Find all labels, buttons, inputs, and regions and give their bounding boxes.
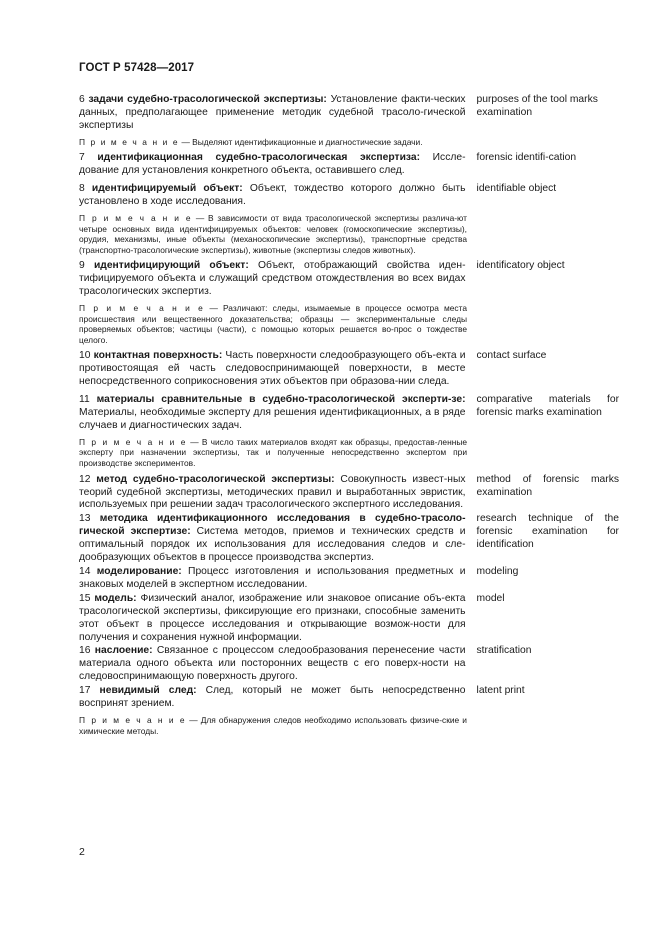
note: П р и м е ч а н и е — В зависимости от вида трасологической экспертизы различа-ют четыре основных вида идентифицируемых объектов: человек (гомоскопические экспертизы), орудия, механизмы, иные объекты (механоскопические экспертизы), транспортные средства (транспортно-трасологические экспертизы), животные (экспертизы следов животных).	[79, 212, 467, 255]
terms-list	[79, 94, 619, 738]
term-entry-16	[79, 645, 619, 684]
term-definition: 14 моделирование: Процесс изготовления и использования предметных и знаковых моделей в экспертном исследовании.	[79, 565, 466, 590]
note: П р и м е ч а н и е — Выделяют идентификационные и диагностические задачи.	[79, 136, 423, 147]
term-entry-6	[79, 94, 619, 133]
english-equivalent: purposes of the tool marks examination	[476, 94, 598, 118]
term-entry-13	[79, 513, 619, 565]
term-entry-7	[79, 152, 619, 178]
term-entry-11	[79, 394, 619, 433]
term-name: задачи судебно-трасологической экспертизы:	[88, 94, 327, 105]
term-name: моделирование:	[96, 565, 182, 577]
english-equivalent: method of forensic marks examination	[476, 473, 619, 498]
term-name: методика идентификационного исследования в судебно-трасоло-гической экспертизе:	[79, 513, 466, 538]
term-name: материалы сравнительные в судебно-трасологической эксперти-зе:	[96, 394, 466, 406]
term-entry-12	[79, 474, 619, 513]
note: П р и м е ч а н и е — В число таких материалов входят как образцы, предостав-ленные эксперту при назначении экспертизы, так и полученные непосредственно экспертом при производстве экспериментов.	[79, 436, 467, 469]
term-definition: 8 идентифицируемый объект: Объект, тождество которого должно быть установлено в ходе исследования.	[79, 183, 466, 208]
term-name: модель:	[94, 592, 137, 604]
term-name: наслоение:	[94, 645, 153, 657]
standard-header: ГОСТ Р 57428—2017	[79, 62, 195, 74]
term-definition: 7 идентификационная судебно-трасологическая экспертиза: Иссле-дование для установления конкретного объекта, оставившего след.	[79, 152, 466, 177]
term-name: метод судебно-трасологической экспертизы:	[96, 473, 335, 485]
english-equivalent: stratification	[476, 645, 532, 657]
english-equivalent: modeling	[476, 565, 519, 577]
term-definition: 16 наслоение: Связанное с процессом следообразования перенесение части материала одного объекта или посторонних веществ с его поверх-ности на следовоспринимающую поверхность другого.	[79, 645, 466, 683]
english-equivalent: identifiable object	[476, 183, 557, 195]
term-definition: 11 материалы сравнительные в судебно-трасологической эксперти-зе: Материалы, необходимые эксперту для решения идентификационных, а в ряде случаев и диагностических задач.	[79, 394, 466, 431]
term-entry-8	[79, 183, 619, 209]
term-definition: 10 контактная поверхность: Часть поверхности следообразующего объ-екта и противостоящая ей часть следовоспринимающей поверхности, в месте непосредственного соприкосновения этих объектов при образова-нии следа.	[79, 350, 466, 388]
term-name: контактная поверхность:	[93, 350, 223, 362]
term-name: идентифицируемый объект:	[91, 183, 243, 195]
term-entry-14	[79, 566, 619, 592]
term-definition: 12 метод судебно-трасологической экспертизы: Совокупность извест-ных теорий судебной экспертизы, методических правил и выработанных эвристик, используемых при решении задач трасологического экспертного исследования.	[79, 473, 466, 511]
note: П р и м е ч а н и е — Различают: следы, изымаемые в процессе осмотра места происшествия или вещественного доказательства; образцы — экспериментальные следы проверяемых объектов; частицы (части), с помощью которых решается во-прос о тождестве целого.	[79, 303, 467, 345]
term-entry-10	[79, 350, 619, 389]
english-equivalent: latent print	[476, 685, 525, 697]
term-name: идентифицирующий объект:	[93, 260, 249, 272]
english-equivalent: comparative materials for forensic marks examination	[476, 394, 619, 419]
term-definition: 15 модель: Физический аналог, изображение или знаковое описание объ-екта трасологической экспертизы, фиксирующие его признаки, способные заменить этот объект в процессе исследования и открывающие возмож-ности для получения и сохранения нужной информации.	[79, 592, 466, 643]
term-name: идентификационная судебно-трасологическая экспертиза:	[97, 152, 421, 164]
term-entry-17	[79, 685, 619, 711]
term-name: невидимый след:	[99, 685, 197, 697]
term-definition: 9 идентифицирующий объект: Объект, отображающий свойства иден-тифицируемого объекта и служащий средством отождествления во всех видах трасологических экспертиз.	[79, 260, 466, 298]
term-entry-9	[79, 260, 619, 299]
term-definition: 13 методика идентификационного исследования в судебно-трасоло-гической экспертизе: Система методов, приемов и технических средств и оптимальный порядок их использования для исследования следов и сле-дообразующих объектов в процессе производства экспертиз.	[79, 513, 466, 564]
term-definition: 17 невидимый след: След, который не может быть непосредственно воспринят зрением.	[79, 685, 466, 710]
english-equivalent: contact surface	[476, 350, 547, 362]
english-equivalent: forensic identifi-cation	[476, 152, 577, 164]
english-equivalent: model	[476, 592, 505, 604]
page-number: 2	[79, 846, 85, 858]
term-definition: 6 задачи судебно-трасологической экспертизы: Установление факти-ческих данных, предполагающее применение методик судебной трасоло-гической экспертизы	[79, 94, 466, 131]
english-equivalent: identificatory object	[476, 260, 565, 272]
english-equivalent: research technique of the forensic examination for identification	[476, 513, 619, 551]
note: П р и м е ч а н и е — Для обнаружения следов необходимо использовать физиче-ские и химические методы.	[79, 714, 467, 736]
term-entry-15	[79, 593, 619, 645]
